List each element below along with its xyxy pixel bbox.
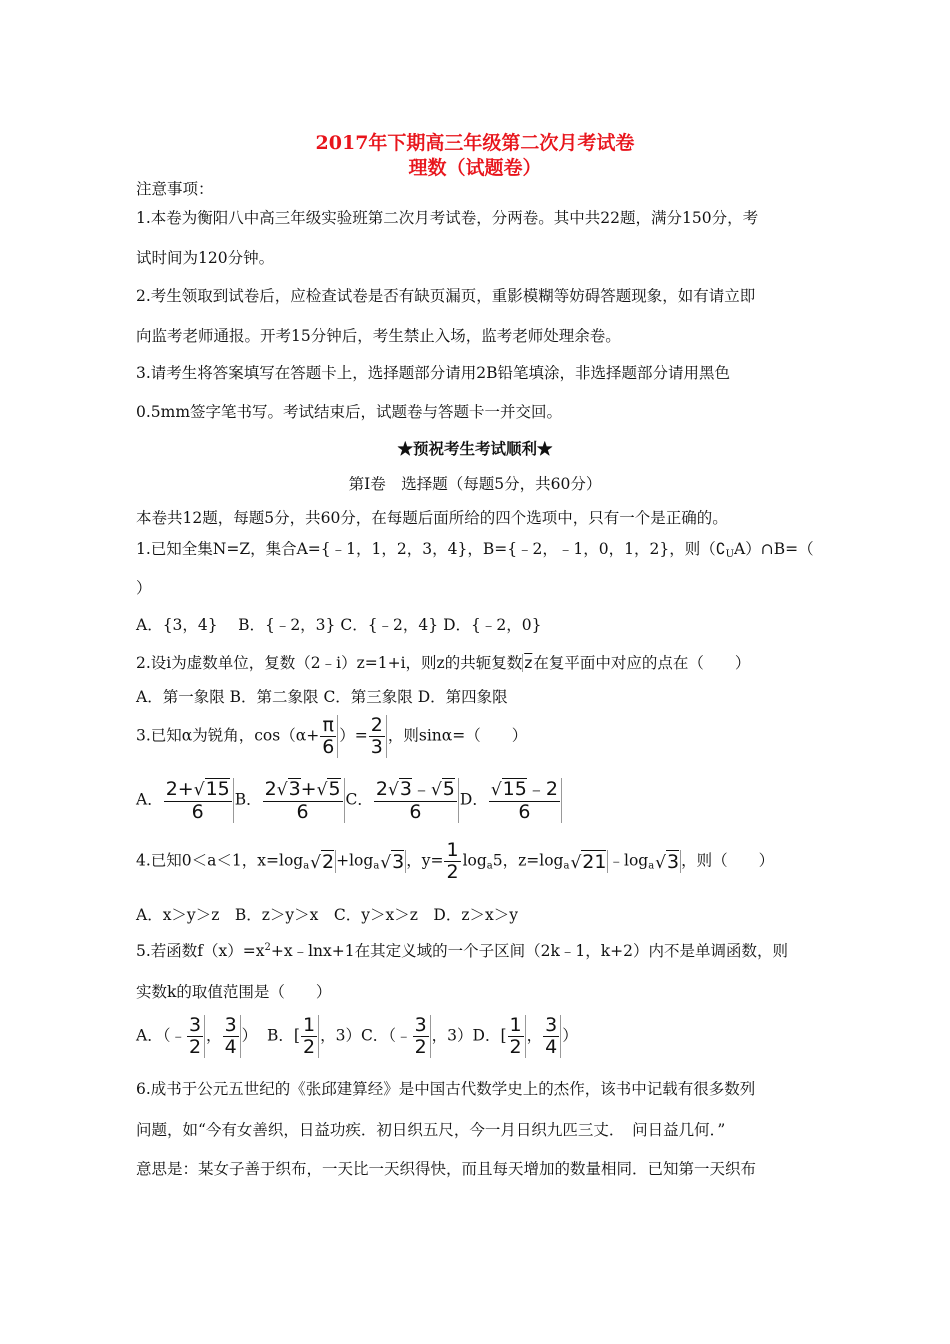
q3-option-b-fraction: $\frac{2√3+√5}{6}$ (263, 778, 345, 823)
notice-line-1: 1.本卷为衡阳八中高三年级实验班第二次月考试卷，分两卷。其中共22题，满分150分，考 (136, 209, 759, 227)
q3-option-a-fraction: $\frac{2+√15}{6}$ (164, 778, 234, 823)
question-5-options: A．（﹣ $\frac{3}{2}$ ， $\frac{3}{4}$ ） B．[ $\frac{1}{2}$ ，3）C．（﹣ $\frac{3}{2}$ ，3）D．[ $\frac{1}{2}$ ， $\frac{3}{4}$ ） (136, 1014, 578, 1058)
q5-c-frac: $\frac{3}{2}$ (413, 1015, 431, 1058)
notice-line-5: 3.请考生将答案填写在答题卡上，选择题部分请用2B铅笔填涂，非选择题部分请用黑色 (136, 364, 731, 382)
q5-d-frac-2: $\frac{3}{4}$ (543, 1015, 561, 1058)
sqrt-3-b: √3 (655, 851, 680, 873)
q3-option-c-fraction: $\frac{2√3﹣√5}{6}$ (374, 778, 459, 823)
sqrt-21: √21 (570, 851, 607, 873)
notice-line-2: 试时间为120分钟。 (136, 249, 275, 267)
q1-stem-a: 1.已知全集N=Z，集合A={﹣1，1，2，3，4}，B={﹣2，﹣1，0，1，2}，则（ (136, 540, 716, 558)
fraction-2-over-3: $\frac{2}{3}$ (369, 715, 387, 758)
notice-line-6: 0.5mm签字笔书写。考试结束后，试题卷与答题卡一并交回。 (136, 403, 563, 421)
q5-a-frac-1: $\frac{3}{2}$ (187, 1015, 205, 1058)
question-1-stem (136, 537, 814, 560)
q5-b-frac: $\frac{1}{2}$ (301, 1015, 319, 1058)
q5-d-frac-1: $\frac{1}{2}$ (508, 1015, 526, 1058)
complement-symbol: ∁ (715, 540, 726, 558)
fraction-1-over-2: $\frac{1}{2}$ (446, 839, 459, 883)
q5-a-frac-2: $\frac{3}{4}$ (223, 1015, 241, 1058)
question-3-options (136, 778, 563, 823)
fraction-pi-over-6: $\frac{\pi}{6}$ (320, 715, 338, 758)
question-2-options: A．第一象限 B．第二象限 C．第三象限 D．第四象限 (136, 688, 508, 706)
question-5-stem-2: 实数k的取值范围是（ ） (136, 983, 332, 1001)
sqrt-2: √2 (310, 851, 335, 873)
q3-option-b-label: B． (234, 790, 262, 809)
question-2-stem (136, 651, 750, 673)
question-4-options: A．x＞y＞z B．z＞y＞x C．y＞x＞z D．z＞x＞y (136, 906, 519, 924)
question-6-line-2: 问题，如“今有女善织，日益功疾．初日织五尺，今一月日织九匹三丈． 问日益几何．” (136, 1121, 726, 1139)
q3-option-d-label: D． (459, 790, 488, 809)
q3-option-c-label: C． (345, 790, 373, 809)
question-1-options: A．{3，4} B．{﹣2，3} C．{﹣2，4} D．{﹣2，0} (136, 616, 542, 634)
q2-stem-b: 在复平面中对应的点在（ ） (533, 654, 751, 672)
question-6-line-3: 意思是：某女子善于织布，一天比一天织得快，而且每天增加的数量相同．已知第一天织布 (136, 1160, 757, 1178)
conjugate-z: $\overline{z}$ (524, 654, 533, 672)
good-luck-line: ★预祝考生考试顺利★ (397, 439, 553, 458)
complement-subscript: U (725, 549, 735, 560)
section-heading: 第Ⅰ卷 选择题（每题5分，共60分） (348, 475, 602, 493)
question-4-stem: 4.已知0＜a＜1，$x=\log_a√2 +\log_a√3$ ，y= $\frac{1}{2}$ $\log_a5$，$z=\log_a√21$ $﹣\log_a√3$ ，则（ ） (136, 839, 775, 883)
question-5-stem: 5.若函数$f(x)=x^2+x﹣\ln x+1$在其定义域的一个子区间（2k﹣1，k+2）内不是单调函数，则 (136, 942, 788, 960)
notice-line-4: 向监考老师通报。开考15分钟后，考生禁止入场，监考老师处理余卷。 (136, 327, 621, 345)
q1-stem-b: A）∩B=（ (734, 540, 814, 558)
q3-stem-c: ，则sinα=（ ） (387, 726, 528, 745)
notice-line-3: 2.考生领取到试卷后，应检查试卷是否有缺页漏页，重影模糊等妨碍答题现象，如有请立即 (136, 287, 756, 305)
q2-stem-a: 2.设i为虚数单位，复数（2﹣i）z=1+i，则z的共轭复数 (136, 654, 523, 672)
notice-heading: 注意事项： (136, 180, 214, 198)
sqrt-3: √3 (380, 851, 405, 873)
q3-option-a-label: A． (136, 790, 163, 809)
section-intro: 本卷共12题，每题5分，共60分，在每题后面所给的四个选项中，只有一个是正确的。 (136, 509, 728, 527)
question-1-stem-end: ） (136, 579, 152, 597)
q3-stem-b: ）= (339, 726, 368, 745)
question-3-stem (136, 715, 527, 758)
question-6-line-1: 6.成书于公元五世纪的《张邱建算经》是中国古代数学史上的杰作，该书中记载有很多数列 (136, 1080, 756, 1098)
q3-option-d-fraction: $\frac{√15﹣2}{6}$ (489, 778, 562, 823)
exam-subtitle: 理数（试题卷） (408, 157, 542, 179)
q3-stem-a: 3.已知α为锐角，cos（α+ (136, 726, 320, 745)
exam-title: 2017年下期高三年级第二次月考试卷 (315, 132, 635, 154)
